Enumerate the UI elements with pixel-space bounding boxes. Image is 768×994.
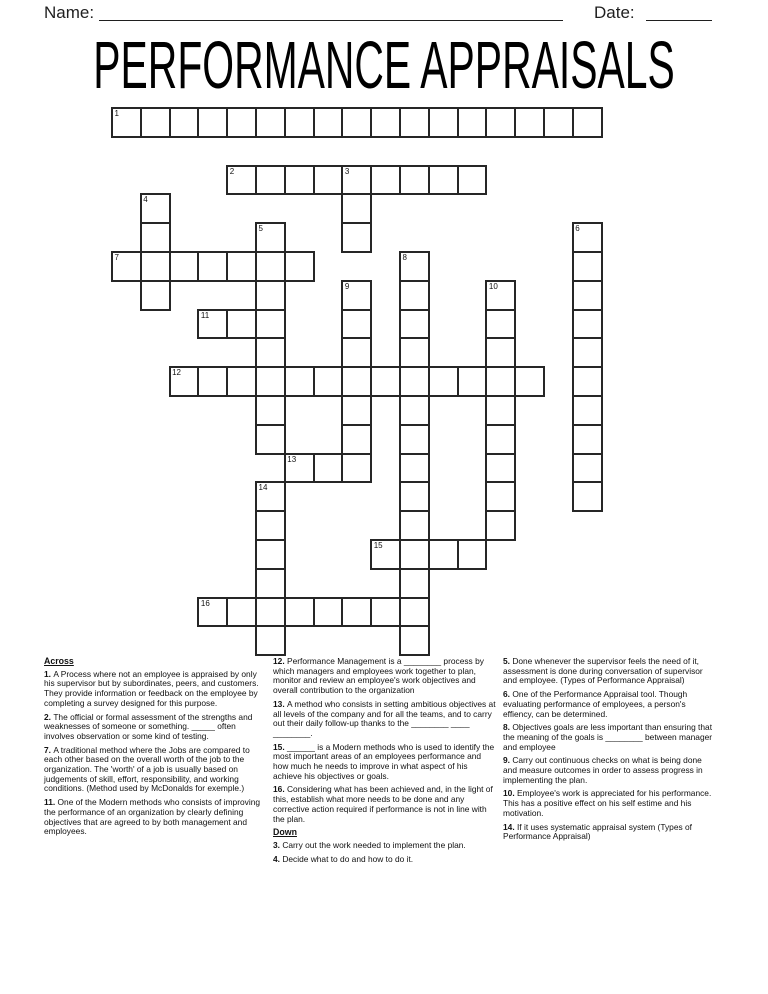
grid-cell[interactable]	[399, 539, 430, 570]
cell-number: 11	[200, 310, 210, 320]
grid-cell[interactable]	[341, 280, 372, 311]
grid-cell[interactable]	[428, 366, 459, 397]
clue-12: 12. Performance Management is a ________ process by which managers and employees work together to plan, monitor and review an employee's work objectives and overall contribution to the organization	[273, 656, 484, 696]
grid-cell[interactable]	[140, 251, 171, 282]
grid-cell[interactable]	[485, 107, 516, 138]
grid-cell[interactable]	[572, 337, 603, 368]
cell-number: 14	[258, 483, 268, 493]
clue-number: 6.	[503, 689, 513, 700]
clue-number: 3.	[273, 839, 283, 850]
clue-number: 2.	[44, 711, 54, 722]
clue-column-1	[44, 657, 264, 841]
grid-cell[interactable]	[313, 597, 344, 628]
grid-cell[interactable]	[284, 107, 315, 138]
grid-cell[interactable]	[399, 510, 430, 541]
grid-cell[interactable]	[255, 597, 286, 628]
cell-number: 7	[114, 253, 119, 262]
grid-cell[interactable]	[485, 366, 516, 397]
grid-cell[interactable]	[197, 366, 228, 397]
section-header-down: Down	[273, 827, 297, 838]
clue-number: 5.	[503, 656, 513, 666]
grid-cell[interactable]	[572, 222, 603, 253]
grid-cell[interactable]	[313, 107, 344, 138]
grid-cell[interactable]	[140, 222, 171, 253]
cell-number: 1	[114, 109, 119, 118]
grid-cell[interactable]	[457, 165, 488, 196]
grid-cell[interactable]	[226, 251, 257, 282]
grid-cell[interactable]	[255, 309, 286, 340]
clue-number: 8.	[503, 722, 513, 733]
grid-cell[interactable]	[572, 366, 603, 397]
clue-14: 14. If it uses systematic appraisal system (Types of Performance Appraisal)	[503, 821, 692, 842]
grid-cell[interactable]	[399, 309, 430, 340]
grid-cell[interactable]	[370, 366, 401, 397]
clue-7: 7. A traditional method where the Jobs are compared to each other based on the overall worth of the job to the organization. The 'worth' of a job is usually based on judgements of skill, effort, responsibility, and working conditions. (Method used by McDonalds for exemple.)	[44, 744, 250, 794]
grid-cell[interactable]	[399, 251, 430, 282]
cell-number: 9	[344, 281, 350, 291]
grid-cell[interactable]	[169, 107, 200, 138]
grid-cell[interactable]	[111, 251, 142, 282]
grid-cell[interactable]	[255, 539, 286, 570]
clue-number: 9.	[503, 755, 513, 766]
grid-cell[interactable]	[255, 165, 286, 196]
grid-cell[interactable]	[313, 165, 344, 196]
page-title: PERFORMANCE APPRAISALS	[93, 28, 675, 103]
grid-cell[interactable]	[197, 251, 228, 282]
clue-1: 1. A Process where not an employee is appraised by only his supervisor but by subordinates, peers, and customers. They provide information or feedback on the employee by completing a survey designed for this purpose.	[44, 668, 259, 708]
grid-cell[interactable]	[255, 510, 286, 541]
grid-cell[interactable]	[341, 107, 372, 138]
cell-number: 2	[229, 166, 235, 176]
clue-number: 15.	[273, 741, 287, 752]
cell-number: 16	[200, 598, 210, 608]
grid-cell[interactable]	[399, 337, 430, 368]
clue-13: 13. A method who consists in setting ambitious objectives at all levels of the company and for all the teams, and to carry out their daily follow-up thanks to the ________ ____ ________.	[273, 698, 496, 738]
grid-cell[interactable]	[370, 597, 401, 628]
clue-3: 3. Carry out the work needed to implement the plan.	[273, 839, 466, 850]
grid-cell[interactable]	[543, 107, 574, 138]
clue-number: 12.	[273, 656, 287, 666]
cell-number: 4	[143, 195, 148, 205]
grid-cell[interactable]	[341, 424, 372, 455]
cell-number: 6	[575, 224, 580, 234]
grid-cell[interactable]	[572, 395, 603, 426]
clue-8: 8. Objectives goals are less important than ensuring that the meaning of the goals is ________ between manager and employee	[503, 722, 713, 752]
grid-cell[interactable]	[572, 453, 603, 484]
grid-cell[interactable]	[140, 193, 171, 224]
grid-cell[interactable]	[399, 424, 430, 455]
clue-11: 11. One of the Modern methods who consists of improving the performance of an organization by clearly defining objectives that are agreed to by both management and employees.	[44, 797, 261, 837]
clue-column-2	[273, 657, 497, 868]
grid-cell[interactable]	[226, 309, 257, 340]
clue-2: 2. The official or formal assessment of the strengths and weaknesses of someone or something. _____ often involves observation or some kind of testing.	[44, 711, 253, 741]
grid-cell[interactable]	[485, 481, 516, 512]
grid-cell[interactable]	[485, 309, 516, 340]
grid-cell[interactable]	[140, 107, 171, 138]
grid-cell[interactable]	[399, 165, 430, 196]
grid-cell[interactable]	[255, 481, 286, 512]
grid-cell[interactable]	[255, 337, 286, 368]
clue-number: 1.	[44, 668, 54, 679]
cell-number: 13	[287, 454, 297, 464]
grid-cell[interactable]	[313, 366, 344, 397]
grid-cell[interactable]	[197, 309, 228, 340]
grid-cell[interactable]	[313, 453, 344, 484]
grid-cell[interactable]	[399, 568, 430, 599]
clue-number: 4.	[273, 853, 283, 864]
grid-cell[interactable]	[140, 280, 171, 311]
grid-cell[interactable]	[399, 366, 430, 397]
grid-cell[interactable]	[485, 337, 516, 368]
clue-column-3	[503, 657, 716, 846]
cell-number: 8	[402, 253, 407, 262]
clue-15: 15. ______ is a Modern methods who is used to identify the most important areas of an employees performance and how much he needs to improve in what aspect of his achieve his objectives or goals.	[273, 741, 495, 781]
name-label: Name:	[44, 3, 95, 22]
grid-cell[interactable]	[457, 107, 488, 138]
grid-cell[interactable]	[284, 165, 315, 196]
cell-number: 12	[172, 368, 181, 378]
date-label: Date:	[594, 3, 635, 22]
clue-number: 10.	[503, 788, 517, 799]
grid-cell[interactable]	[399, 481, 430, 512]
grid-cell[interactable]	[197, 597, 228, 628]
grid-cell[interactable]	[341, 453, 372, 484]
grid-cell[interactable]	[457, 366, 488, 397]
grid-cell[interactable]	[341, 395, 372, 426]
clue-6: 6. One of the Performance Appraisal tool. Though evaluating performance of employees, a person's effiency, can be determined.	[503, 689, 688, 719]
grid-cell[interactable]	[572, 481, 603, 512]
grid-cell[interactable]	[111, 107, 142, 138]
grid-cell[interactable]	[399, 597, 430, 628]
grid-cell[interactable]	[255, 366, 286, 397]
grid-cell[interactable]	[428, 165, 459, 196]
grid-cell[interactable]	[572, 251, 603, 282]
grid-cell[interactable]	[572, 280, 603, 311]
grid-cell[interactable]	[485, 510, 516, 541]
grid-cell[interactable]	[226, 597, 257, 628]
clue-5: 5. Done whenever the supervisor feels the need of it, assessment is done during conversation of supervisor and employee. (Types of Performance Appraisal)	[503, 656, 703, 686]
grid-cell[interactable]	[255, 280, 286, 311]
grid-cell[interactable]	[169, 366, 200, 397]
cell-number: 3	[344, 166, 350, 176]
grid-cell[interactable]	[284, 453, 315, 484]
section-header-across: Across	[44, 656, 74, 666]
clue-4: 4. Decide what to do and how to do it.	[273, 853, 414, 864]
grid-cell[interactable]	[255, 424, 286, 455]
grid-cell[interactable]	[226, 165, 257, 196]
grid-cell[interactable]	[255, 107, 286, 138]
grid-cell[interactable]	[284, 366, 315, 397]
grid-cell[interactable]	[399, 453, 430, 484]
grid-cell[interactable]	[341, 165, 372, 196]
grid-cell[interactable]	[197, 107, 228, 138]
grid-cell[interactable]	[572, 424, 603, 455]
cell-number: 5	[258, 224, 263, 234]
clue-number: 16.	[273, 784, 287, 795]
grid-cell[interactable]	[514, 366, 545, 397]
grid-cell[interactable]	[485, 280, 516, 311]
grid-cell[interactable]	[341, 366, 372, 397]
grid-cell[interactable]	[284, 597, 315, 628]
grid-cell[interactable]	[572, 107, 603, 138]
grid-cell[interactable]	[284, 251, 315, 282]
grid-cell[interactable]	[226, 107, 257, 138]
cell-number: 15	[373, 541, 383, 550]
grid-cell[interactable]	[485, 395, 516, 426]
clue-number: 13.	[273, 698, 287, 709]
grid-cell[interactable]	[370, 107, 401, 138]
grid-cell[interactable]	[226, 366, 257, 397]
grid-cell[interactable]	[341, 193, 372, 224]
grid-cell[interactable]	[514, 107, 545, 138]
grid-cell[interactable]	[341, 222, 372, 253]
grid-cell[interactable]	[457, 539, 488, 570]
clue-number: 14.	[503, 821, 517, 832]
clue-number: 11.	[44, 797, 58, 808]
grid-cell[interactable]	[341, 337, 372, 368]
grid-cell[interactable]	[485, 453, 516, 484]
grid-cell[interactable]	[255, 568, 286, 599]
clue-16: 16. Considering what has been achieved and, in the light of this, establish what more needs to be done and any corrective action required if performance is not in line with the plan.	[273, 784, 493, 824]
grid-cell[interactable]	[370, 539, 401, 570]
cell-number: 10	[488, 281, 498, 291]
grid-cell[interactable]	[255, 251, 286, 282]
grid-cell[interactable]	[399, 625, 430, 656]
grid-cell[interactable]	[399, 280, 430, 311]
grid-cell[interactable]	[485, 424, 516, 455]
grid-cell[interactable]	[255, 222, 286, 253]
grid-cell[interactable]	[572, 309, 603, 340]
grid-cell[interactable]	[399, 395, 430, 426]
clue-9: 9. Carry out continuous checks on what is being done and measure outcomes in order to assess progress in implementing the plan.	[503, 755, 703, 785]
grid-cell[interactable]	[341, 597, 372, 628]
grid-cell[interactable]	[255, 395, 286, 426]
grid-cell[interactable]	[255, 625, 286, 656]
grid-cell[interactable]	[341, 309, 372, 340]
clue-10: 10. Employee's work is appreciated for his performance. This has a positive effect on his self estime and his motivation.	[503, 788, 712, 818]
grid-cell[interactable]	[428, 539, 459, 570]
grid-cell[interactable]	[370, 165, 401, 196]
grid-cell[interactable]	[428, 107, 459, 138]
clue-number: 7.	[44, 744, 54, 755]
grid-cell[interactable]	[169, 251, 200, 282]
grid-cell[interactable]	[399, 107, 430, 138]
